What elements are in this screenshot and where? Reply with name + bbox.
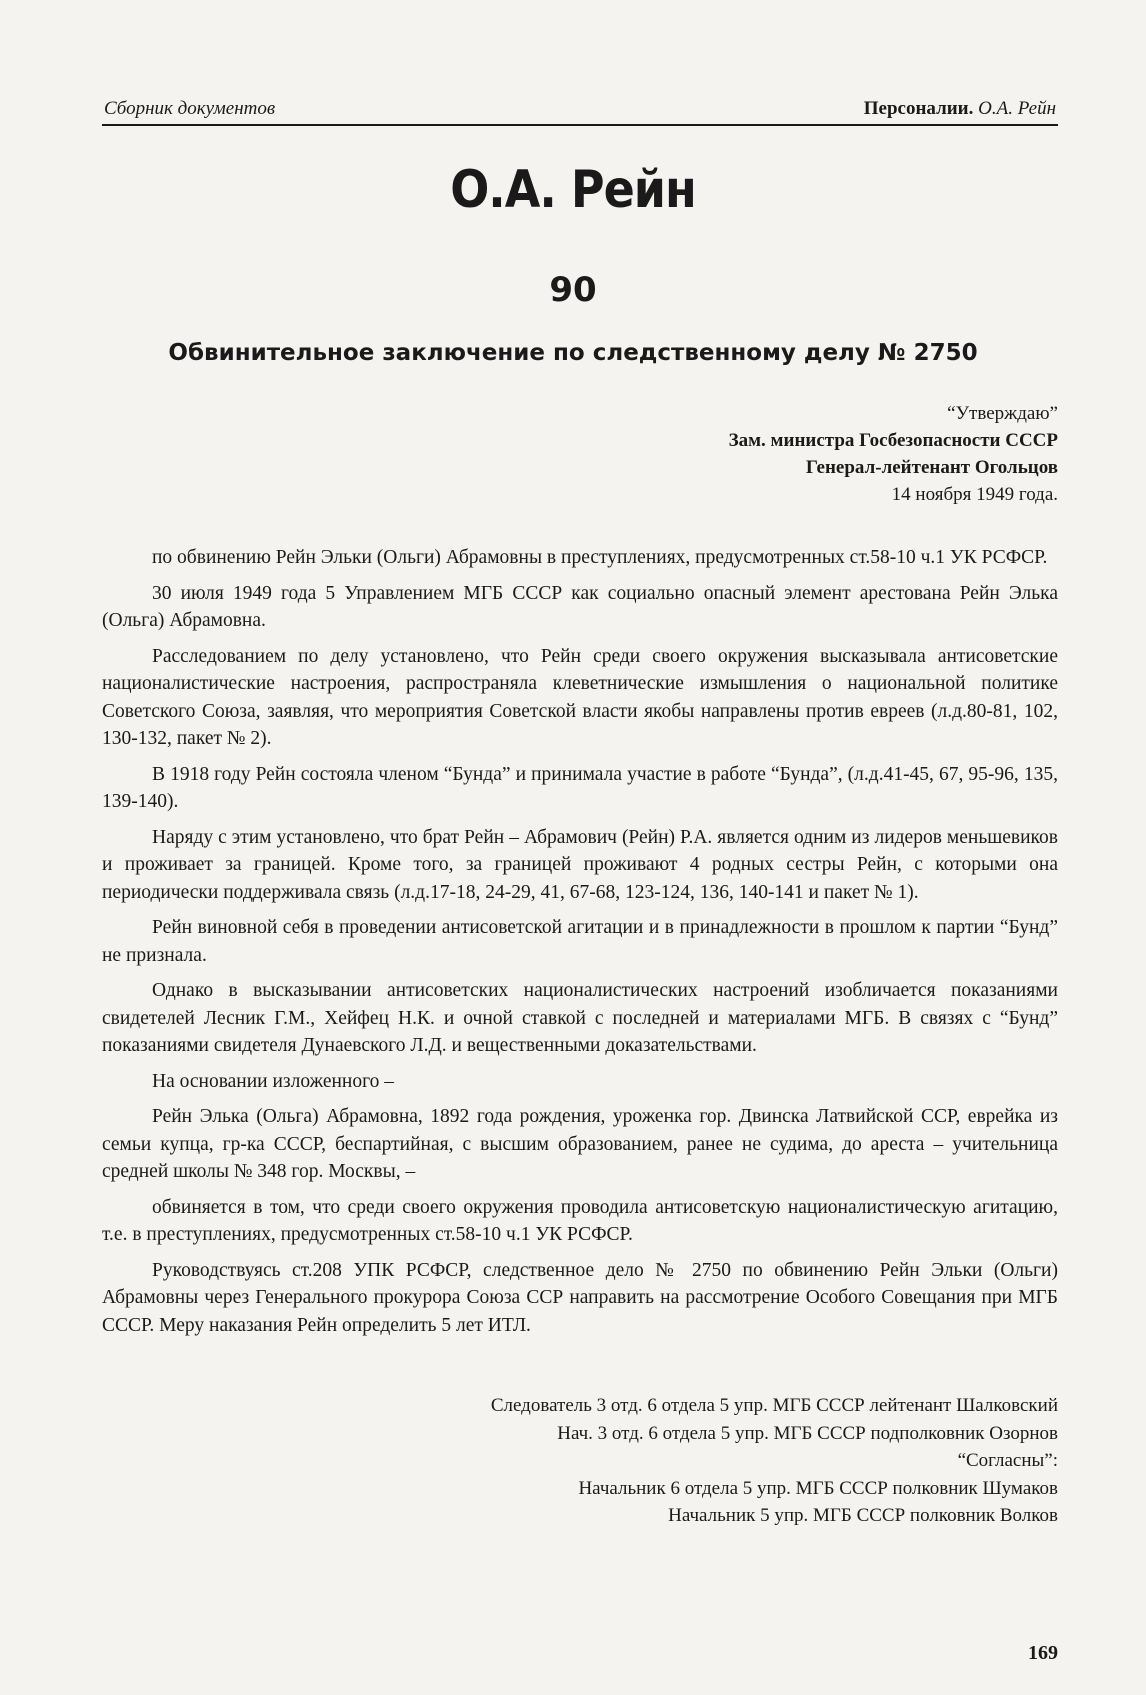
person-title: О.А. Рейн bbox=[450, 158, 696, 220]
section-title bbox=[864, 98, 1056, 120]
signature-block bbox=[491, 1392, 1058, 1530]
document-body bbox=[102, 544, 1058, 1347]
signature-investigator: Следователь 3 отд. 6 отдела 5 упр. МГБ СССР лейтенант Шалковский bbox=[490, 1395, 1058, 1416]
paragraph: обвиняется в том, что среди своего окружения проводила антисоветскую националистическую агитацию, т.е. в преступлениях, предусмотренных ст.58-10 ч.1 УК РСФСР. bbox=[102, 1196, 1058, 1245]
signature-division-head: Начальник 6 отдела 5 упр. МГБ СССР полковник Шумаков bbox=[578, 1477, 1058, 1499]
paragraph: 30 июля 1949 года 5 Управлением МГБ СССР как социально опасный элемент арестована Рейн Элька (Ольга) Абрамовна. bbox=[102, 582, 1058, 631]
paragraph: Рейн виновной себя в проведении антисоветской агитации и в принадлежности в прошлом к партии “Бунд” не признала. bbox=[102, 917, 1058, 966]
page-number: 169 bbox=[1028, 1642, 1058, 1664]
paragraph: Руководствуясь ст.208 УПК РСФСР, следственное дело № 2750 по обвинению Рейн Эльки (Ольги) Абрамовны через Генерального прокурора Союза ССР направить на рассмотрение Особого Совещания при МГБ СССР. Меру наказания Рейн определить 5 лет ИТЛ. bbox=[102, 1259, 1058, 1336]
signature-directorate-head: Начальник 5 упр. МГБ СССР полковник Волков bbox=[668, 1505, 1058, 1526]
paragraph: Наряду с этим установлено, что брат Рейн – Абрамович (Рейн) Р.А. является одним из лидеров меньшевиков и проживает за границей. Кроме того, за границей проживают 4 родных сестры Рейн, с которыми она периодически поддерживала связь (л.д.17-18, 24-29, 41, 67-68, 123-124, 136, 140-141 и пакет № 1). bbox=[102, 826, 1058, 903]
paragraph: по обвинению Рейн Эльки (Ольги) Абрамовны в преступлениях, предусмотренных ст.58-10 ч.1 УК РСФСР. bbox=[152, 547, 1048, 568]
paragraph: На основании изложенного – bbox=[152, 1070, 394, 1092]
approver-name: Генерал-лейтенант Огольцов bbox=[805, 457, 1058, 478]
document-number: 90 bbox=[549, 270, 597, 310]
approver-position: Зам. министра Госбезопасности СССР bbox=[728, 430, 1058, 451]
paragraph: Расследованием по делу установлено, что Рейн среди своего окружения высказывала антисоветские националистические настроения, распространяла клеветнические измышления о национальной политике Советского Союза, заявляя, что мероприятия Советской власти якобы направлены против евреев (л.д.80-81, 102, 130-132, пакет № 2). bbox=[102, 645, 1058, 749]
section-person: О.А. Рейн bbox=[978, 98, 1056, 119]
paragraph: Однако в высказывании антисоветских националистических настроений изобличается показаниями свидетелей Лесник Г.М., Хейфец Н.К. и очной ставкой с последней и материалами МГБ. В связях с “Бунд” показаниями свидетеля Дунаевского Л.Д. и вещественными доказательствами. bbox=[102, 980, 1058, 1056]
signature-department-head: Нач. 3 отд. 6 отдела 5 упр. МГБ СССР подполковник Озорнов bbox=[557, 1422, 1058, 1444]
section-label: Персоналии. bbox=[863, 98, 974, 119]
agreed-label: “Согласны”: bbox=[957, 1450, 1058, 1471]
paragraph: В 1918 году Рейн состояла членом “Бунда” и принимала участие в работе “Бунда”, (л.д.41-45, 67, 95-96, 135, 139-140). bbox=[102, 763, 1058, 812]
approval-block bbox=[729, 400, 1058, 508]
approval-heading: “Утверждаю” bbox=[947, 403, 1058, 424]
document-title: Обвинительное заключение по следственному делу № 2750 bbox=[168, 340, 978, 366]
running-header bbox=[102, 94, 1058, 126]
paragraph: Рейн Элька (Ольга) Абрамовна, 1892 года рождения, уроженка гор. Двинска Латвийской ССР, еврейка из семьи купца, гр-ка СССР, беспартийная, с высшим образованием, ранее не судима, до ареста – учительница средней школы № 348 гор. Москвы, – bbox=[102, 1106, 1058, 1182]
approval-date: 14 ноября 1949 года. bbox=[891, 484, 1058, 505]
collection-title: Сборник документов bbox=[104, 98, 276, 119]
